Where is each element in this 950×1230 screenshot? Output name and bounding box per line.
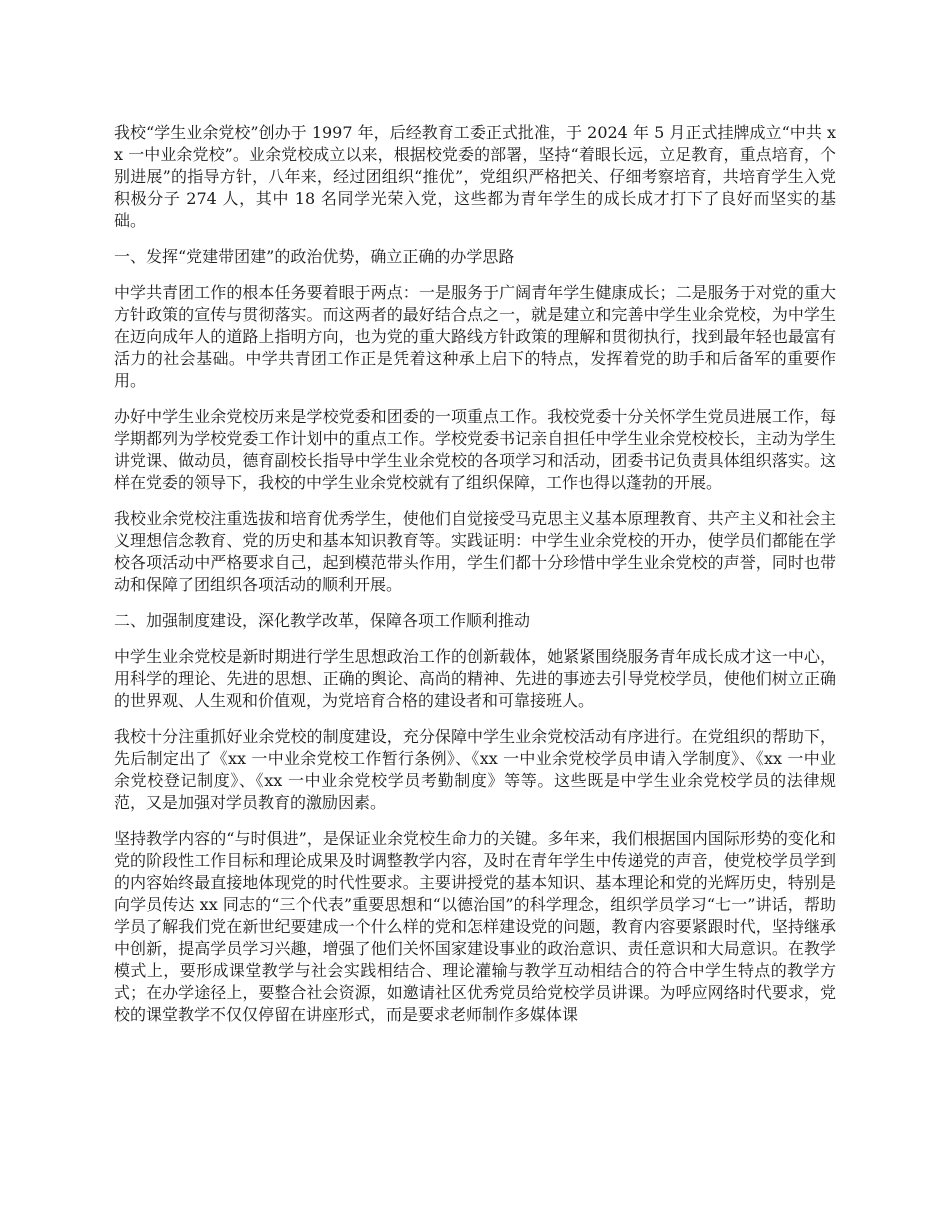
body-paragraph: 办好中学生业余党校历来是学校党委和团委的一项重点工作。我校党委十分关怀学生党员进展工作，每学期都列为学校党委工作计划中的重点工作。学校党委书记亲自担任中学生业余党校校长，主动为学生讲党课、做动员，德育副校长指导中学生业余党校的各项学习和活动，团委书记负责具体组织落实。这样在党委的领导下，我校的中学生业余党校就有了组织保障，工作也得以蓬勃的开展。 xyxy=(114,407,836,492)
document-page xyxy=(114,122,836,1040)
body-paragraph: 我校业余党校注重选拔和培育优秀学生，使他们自觉接受马克思主义基本原理教育、共产主义和社会主义理想信念教育、党的历史和基本知识教育等。实践证明：中学生业余党校的开办，使学员们都能在学校各项活动中严格要求自己，起到模范带头作用，学生们都十分珍惜中学生业余党校的声誉，同时也带动和保障了团组织各项活动的顺利开展。 xyxy=(114,509,836,594)
section-heading-1: 一、发挥“党建带团建”的政治优势，确立正确的办学思路 xyxy=(114,247,515,266)
section-heading-2: 二、加强制度建设，深化教学改革，保障各项工作顺利推动 xyxy=(114,611,531,630)
intro-paragraph: 我校“学生业余党校”创办于 1997 年，后经教育工委正式批准，于 2024 年 5 月正式挂牌成立“中共 xx 一中业余党校”。业余党校成立以来，根据校党委的部署，坚持“着眼长远，立足教育，重点培育，个别进展”的指导方针，八年来，经过团组织“推优”，党组织严格把关、仔细考察培育，共培育学生入党积极分子 274 人，其中 18 名同学光荣入党，这些都为青年学生的成长成才打下了良好而坚实的基础。 xyxy=(114,123,836,230)
body-paragraph: 我校十分注重抓好业余党校的制度建设，充分保障中学生业余党校活动有序进行。在党组织的帮助下，先后制定出了《xx 一中业余党校工作暂行条例》、《xx 一中业余党校学员申请入学制度》、《xx 一中业余党校登记制度》、《xx 一中业余党校学员考勤制度》等等。这些既是中学生业余党校学员的法律规范，又是加强对学员教育的激励因素。 xyxy=(114,727,836,812)
body-paragraph: 坚持教学内容的“与时俱进”，是保证业余党校生命力的关键。多年来，我们根据国内国际形势的变化和党的阶段性工作目标和理论成果及时调整教学内容，及时在青年学生中传递党的声音，使党校学员学到的内容始终最直接地体现党的时代性要求。主要讲授党的基本知识、基本理论和党的光辉历史，特别是向学员传达 xx 同志的“三个代表”重要思想和“以德治国”的科学理念，组织学员学习“七一”讲话，帮助学员了解我们党在新世纪要建成一个什么样的党和怎样建设党的问题，教育内容要紧跟时代，坚持继承中创新，提高学员学习兴趣，增强了他们关怀国家建设事业的政治意识、责任意识和大局意识。在教学模式上，要形成课堂教学与社会实践相结合、理论灌输与教学互动相结合的符合中学生特点的教学方式；在办学途径上，要整合社会资源，如邀请社区优秀党员给党校学员讲课。为呼应网络时代要求，党校的课堂教学不仅仅停留在讲座形式，而是要求老师制作多媒体课 xyxy=(114,829,836,1024)
body-paragraph: 中学生业余党校是新时期进行学生思想政治工作的创新载体，她紧紧围绕服务青年成长成才这一中心，用科学的理论、先进的思想、正确的舆论、高尚的精神、先进的事迹去引导党校学员，使他们树立正确的世界观、人生观和价值观，为党培育合格的建设者和可靠接班人。 xyxy=(114,647,836,710)
body-paragraph: 中学共青团工作的根本任务要着眼于两点：一是服务于广阔青年学生健康成长；二是服务于对党的重大方针政策的宣传与贯彻落实。而这两者的最好结合点之一，就是建立和完善中学生业余党校，为中学生在迈向成年人的道路上指明方向，也为党的重大路线方针政策的理解和贯彻执行，找到最年轻也最富有活力的社会基础。中学共青团工作正是凭着这种承上启下的特点，发挥着党的助手和后备军的重要作用。 xyxy=(114,283,836,390)
